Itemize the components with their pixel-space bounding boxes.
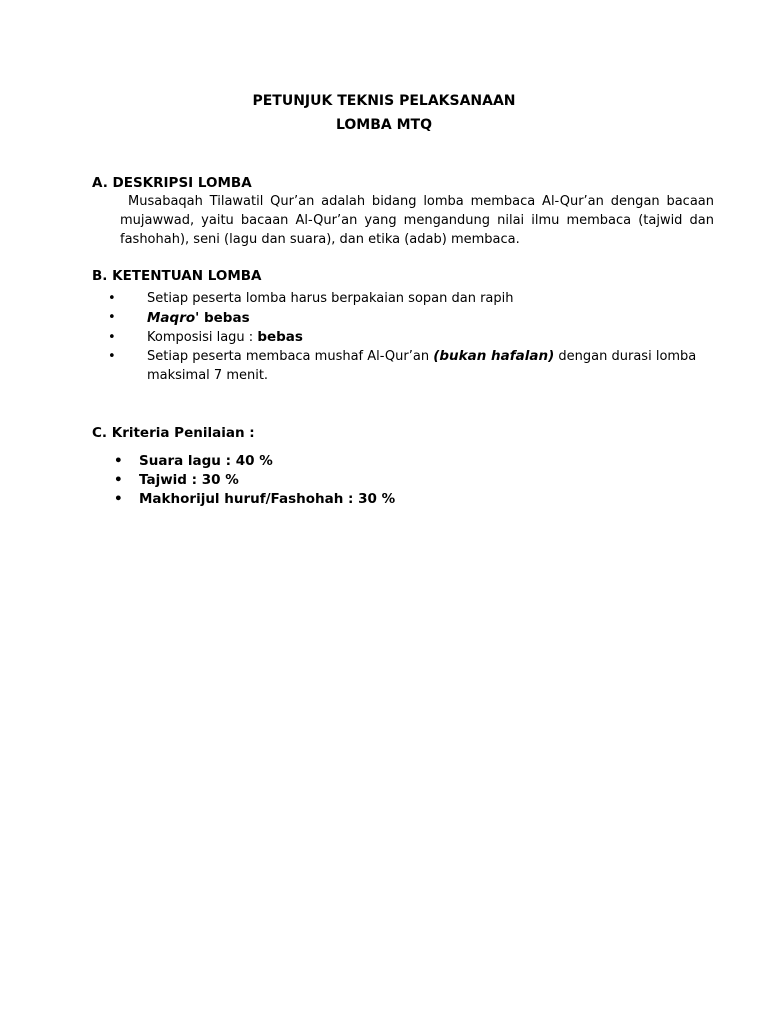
bullet-icon: • bbox=[108, 349, 116, 364]
list-item bbox=[114, 452, 514, 471]
list-item-text: bebas bbox=[199, 310, 250, 326]
list-item bbox=[108, 289, 728, 308]
bullet-icon: • bbox=[108, 291, 116, 306]
list-item-text: Suara lagu : 40 % bbox=[139, 453, 273, 469]
list-item-text: Setiap peserta membaca mushaf Al-Qur’an bbox=[147, 349, 434, 364]
bullet-icon: • bbox=[108, 330, 116, 345]
bullet-icon: • bbox=[114, 491, 123, 507]
list-item bbox=[108, 308, 728, 328]
list-item-emphasis: Maqro' bbox=[147, 310, 200, 326]
bullet-icon: • bbox=[108, 310, 116, 325]
section-c-heading: C. Kriteria Penilaian : bbox=[92, 425, 255, 441]
list-item-text: dengan durasi lomba maksimal 7 menit. bbox=[147, 349, 697, 383]
list-item-emphasis: bebas bbox=[257, 329, 303, 345]
list-item-emphasis: (bukan hafalan) bbox=[433, 348, 555, 364]
section-c-list bbox=[114, 452, 514, 509]
section-a-heading: A. DESKRIPSI LOMBA bbox=[92, 175, 252, 191]
list-item-text: Komposisi lagu : bbox=[147, 330, 258, 345]
list-item bbox=[114, 471, 514, 490]
list-item bbox=[108, 328, 728, 347]
section-a-description: Musabaqah Tilawatil Qur’an adalah bidang lomba membaca Al-Qur’an dengan bacaan mujawwad, yaitu bacaan Al-Qur’an yang mengandung nilai ilmu membaca (tajwid dan fashohah), seni (lagu dan suara), dan etika (adab) membaca. bbox=[120, 194, 714, 247]
list-item bbox=[108, 347, 728, 385]
list-item bbox=[114, 490, 514, 509]
list-item-text: Makhorijul huruf/Fashohah : 30 % bbox=[139, 491, 396, 507]
section-b-list bbox=[108, 289, 728, 385]
bullet-icon: • bbox=[114, 472, 123, 488]
document-subtitle: LOMBA MTQ bbox=[335, 117, 433, 133]
list-item-text: Setiap peserta lomba harus berpakaian sopan dan rapih bbox=[147, 291, 514, 306]
bullet-icon: • bbox=[114, 453, 123, 469]
list-item-text: Tajwid : 30 % bbox=[139, 472, 239, 488]
document-title: PETUNJUK TEKNIS PELAKSANAAN bbox=[252, 93, 516, 109]
section-b-heading: B. KETENTUAN LOMBA bbox=[92, 268, 262, 284]
